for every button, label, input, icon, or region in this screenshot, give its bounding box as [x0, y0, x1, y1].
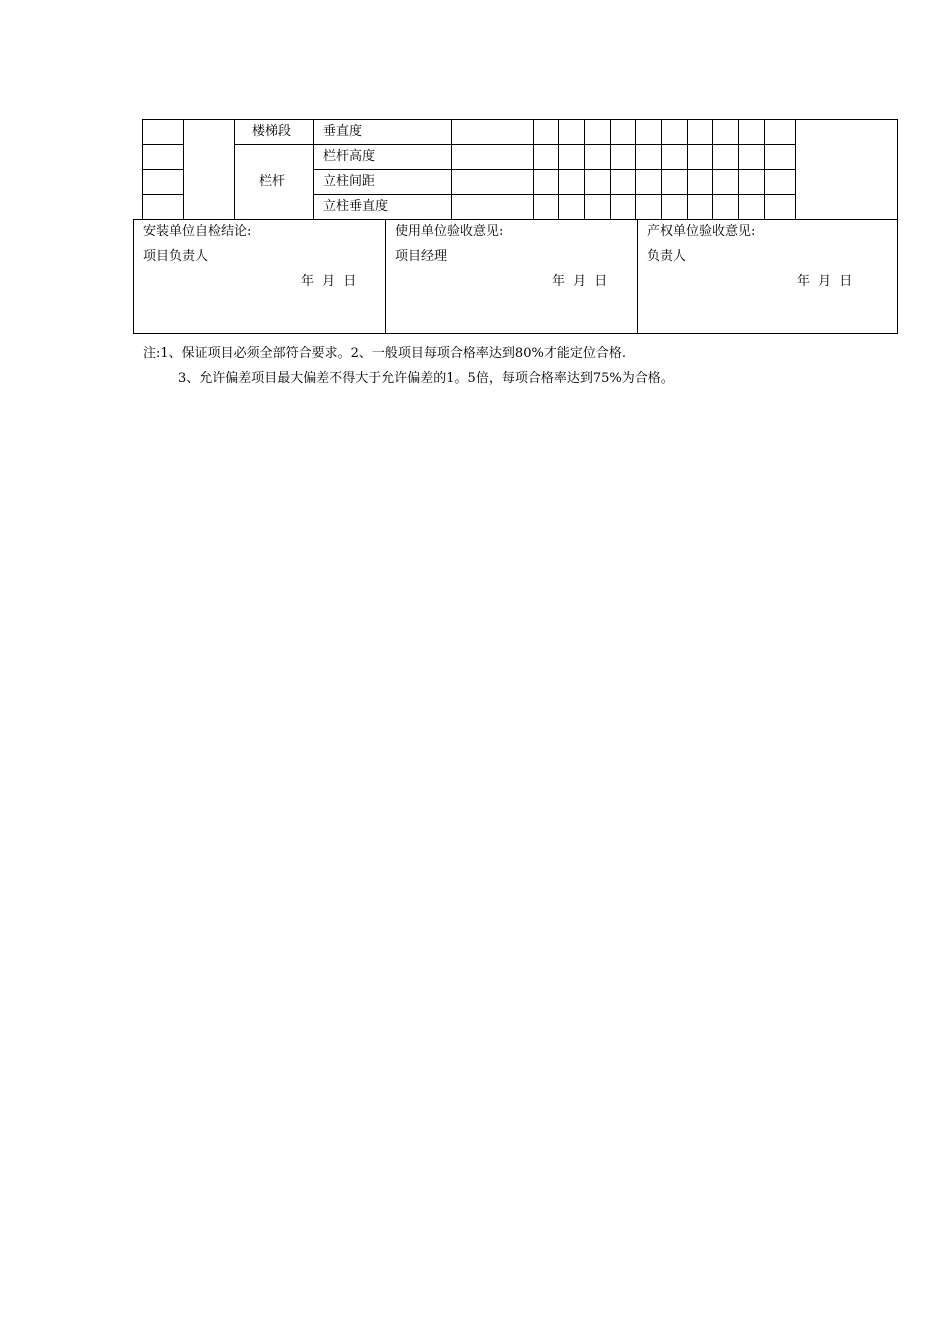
col-divider: [183, 119, 184, 219]
col-divider: [712, 119, 713, 219]
col-divider: [635, 119, 636, 219]
row-divider: [313, 169, 795, 170]
row-divider: [142, 144, 183, 145]
col-divider: [142, 119, 143, 219]
owner-unit-title: 产权单位验收意见:: [647, 224, 756, 239]
col-divider: [584, 119, 585, 219]
note-line-1: 注:1、保证项目必须全部符合要求。2、一般项目每项合格率达到80%才能定位合格.: [143, 346, 626, 361]
table-border-top: [142, 119, 898, 120]
item-label-post-spacing: 立柱间距: [323, 174, 376, 189]
signoff-border-left: [133, 219, 134, 334]
table-border-right: [897, 119, 898, 219]
user-unit-date: 年 月 日: [552, 274, 608, 289]
item-label-railing-height: 栏杆高度: [323, 149, 376, 164]
signoff-border-top: [133, 219, 898, 220]
row-divider: [142, 194, 183, 195]
col-divider: [764, 119, 765, 219]
col-divider: [558, 119, 559, 219]
signoff-col-divider: [385, 219, 386, 334]
group-label-railing: 栏杆: [259, 174, 286, 189]
col-divider: [610, 119, 611, 219]
row-divider: [313, 194, 795, 195]
item-label-verticality: 垂直度: [323, 124, 363, 139]
col-divider: [451, 119, 452, 219]
col-divider: [687, 119, 688, 219]
user-unit-signer: 项目经理: [395, 249, 448, 264]
col-divider: [533, 119, 534, 219]
user-unit-title: 使用单位验收意见:: [395, 224, 504, 239]
row-divider: [142, 169, 183, 170]
signoff-border-bottom: [133, 333, 898, 334]
group-label-stair-section: 楼梯段: [252, 124, 292, 139]
col-divider: [234, 119, 235, 219]
item-label-post-verticality: 立柱垂直度: [323, 199, 389, 214]
row-divider: [234, 144, 795, 145]
signoff-border-right: [897, 219, 898, 334]
install-unit-signer: 项目负责人: [143, 249, 209, 264]
install-unit-date: 年 月 日: [301, 274, 357, 289]
note-line-2: 3、允许偏差项目最大偏差不得大于允许偏差的1。5倍，每项合格率达到75%为合格。: [178, 371, 674, 386]
col-divider: [738, 119, 739, 219]
owner-unit-date: 年 月 日: [797, 274, 853, 289]
signoff-col-divider: [637, 219, 638, 334]
owner-unit-signer: 负责人: [647, 249, 687, 264]
col-divider: [313, 119, 314, 219]
col-divider: [795, 119, 796, 219]
install-unit-title: 安装单位自检结论:: [143, 224, 252, 239]
col-divider: [661, 119, 662, 219]
